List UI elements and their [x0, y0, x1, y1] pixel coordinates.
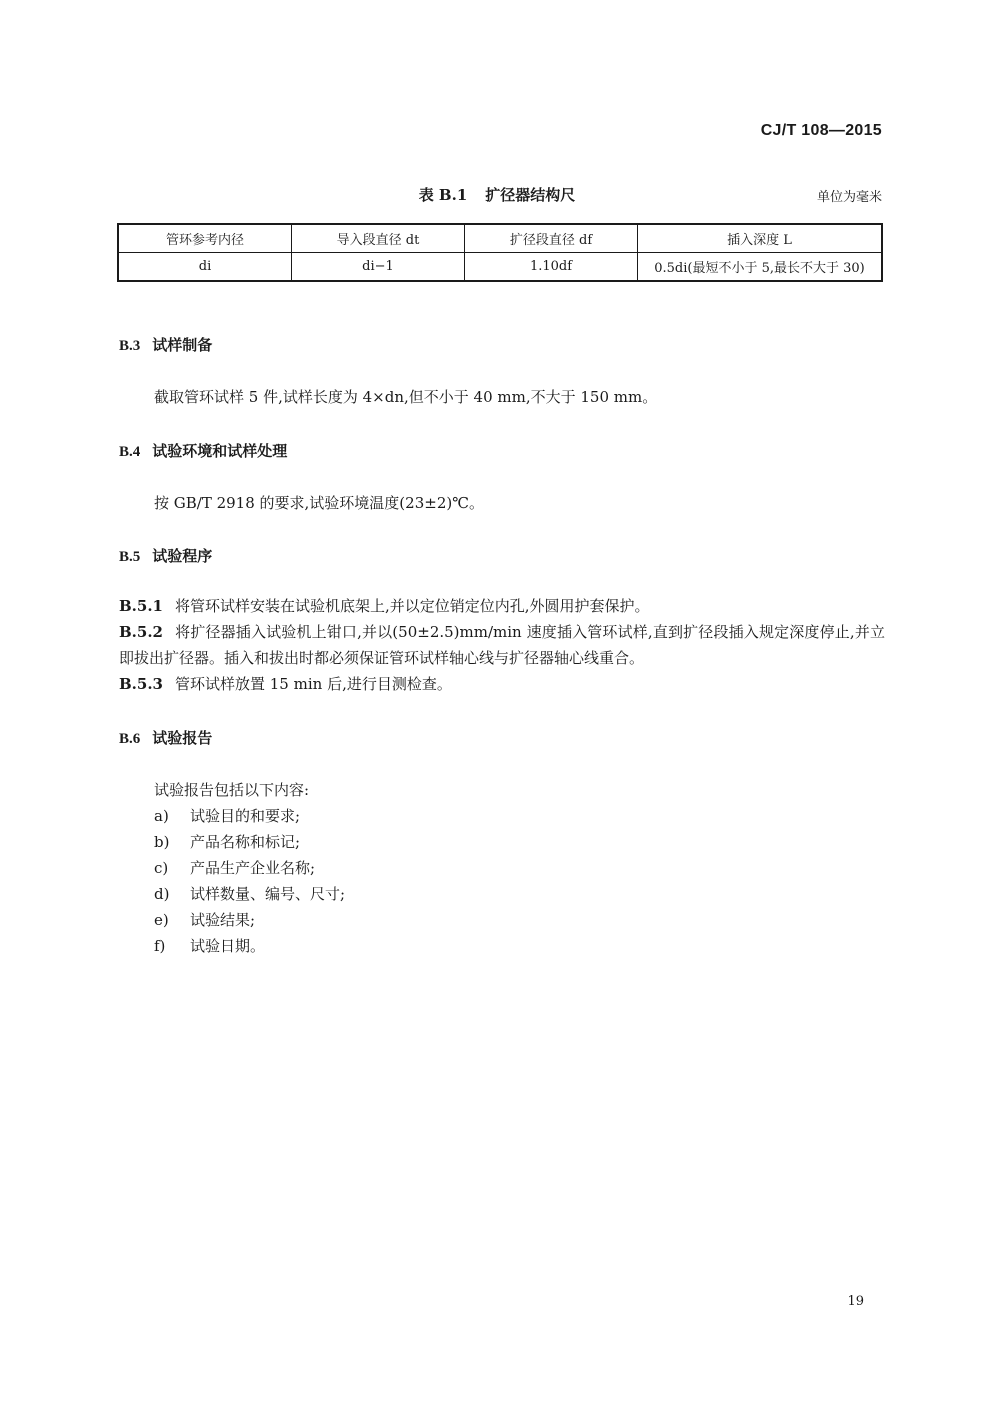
list-label: b): [154, 833, 170, 851]
clause-text: 将管环试样安装在试验机底架上,并以定位销定位内孔,外圆用护套保护。: [175, 597, 650, 615]
list-item: [154, 909, 255, 930]
table-cell: di: [118, 253, 292, 282]
list-label: f): [154, 937, 166, 955]
list-text: 试验结果;: [190, 911, 256, 929]
clause-text: 管环试样放置 15 min 后,进行目测检查。: [175, 675, 452, 693]
section-number: B.5: [119, 549, 141, 565]
table-cell: di−1: [292, 253, 465, 282]
table-header-cell: 扩径段直径 df: [465, 224, 638, 253]
list-item: [154, 857, 315, 878]
list-label: a): [154, 807, 169, 825]
list-item: [154, 935, 265, 956]
section-number: B.4: [119, 444, 141, 460]
clause-text: 将扩径器插入试验机上钳口,并以(50±2.5)mm/min 速度插入管环试样,直到扩径段插入规定深度停止,并立即拔出扩径器。插入和拔出时都必须保证管环试样轴心线与扩径器轴心线重合。: [119, 623, 885, 667]
standard-code: CJ/T 108—2015: [760, 122, 882, 139]
table-header-cell: 管环参考内径: [118, 224, 292, 253]
list-label: e): [154, 911, 169, 929]
clause-b5-3: [119, 671, 885, 697]
list-label: d): [154, 885, 170, 903]
expander-dimension-table: [117, 223, 883, 282]
list-text: 试验日期。: [190, 937, 266, 955]
section-heading-b5: [119, 545, 212, 566]
list-text: 产品生产企业名称;: [190, 859, 316, 877]
list-item: [154, 883, 345, 904]
table-cell: 1.10df: [465, 253, 638, 282]
clause-number: B.5.3: [119, 675, 163, 693]
list-text: 产品名称和标记;: [190, 833, 301, 851]
table-caption-number: 表 B.1: [418, 186, 468, 204]
list-item: [154, 805, 300, 826]
list-text: 试样数量、编号、尺寸;: [190, 885, 346, 903]
clause-number: B.5.2: [119, 623, 163, 641]
list-text: 试验目的和要求;: [190, 807, 301, 825]
section-title: 试样制备: [152, 336, 213, 354]
table-caption-title: 扩径器结构尺: [485, 186, 576, 204]
table-header-cell: 导入段直径 dt: [292, 224, 465, 253]
section-title: 试验报告: [152, 729, 213, 747]
table-header-row: [118, 224, 882, 253]
table-cell: 0.5di(最短不小于 5,最长不大于 30): [638, 253, 883, 282]
list-label: c): [154, 859, 169, 877]
table-header-cell: 插入深度 L: [638, 224, 883, 253]
section-heading-b4: [119, 440, 287, 461]
clause-b5-2: [119, 619, 885, 671]
clause-b5-1: [119, 593, 885, 619]
section-number: B.6: [119, 731, 141, 747]
section-b3-text: 截取管环试样 5 件,试样长度为 4×dn,但不小于 40 mm,不大于 150 mm。: [154, 388, 658, 406]
section-title: 试验环境和试样处理: [152, 442, 288, 460]
table-row: [118, 253, 882, 282]
section-number: B.3: [119, 338, 141, 354]
section-heading-b6: [119, 727, 212, 748]
table-unit: 单位为毫米: [816, 190, 882, 205]
section-title: 试验程序: [152, 547, 213, 565]
section-b4-text: 按 GB/T 2918 的要求,试验环境温度(23±2)℃。: [154, 494, 484, 512]
section-heading-b3: [119, 334, 212, 355]
report-intro: 试验报告包括以下内容:: [154, 781, 310, 799]
clause-number: B.5.1: [119, 597, 163, 615]
page-number: 19: [847, 1294, 864, 1309]
list-item: [154, 831, 300, 852]
